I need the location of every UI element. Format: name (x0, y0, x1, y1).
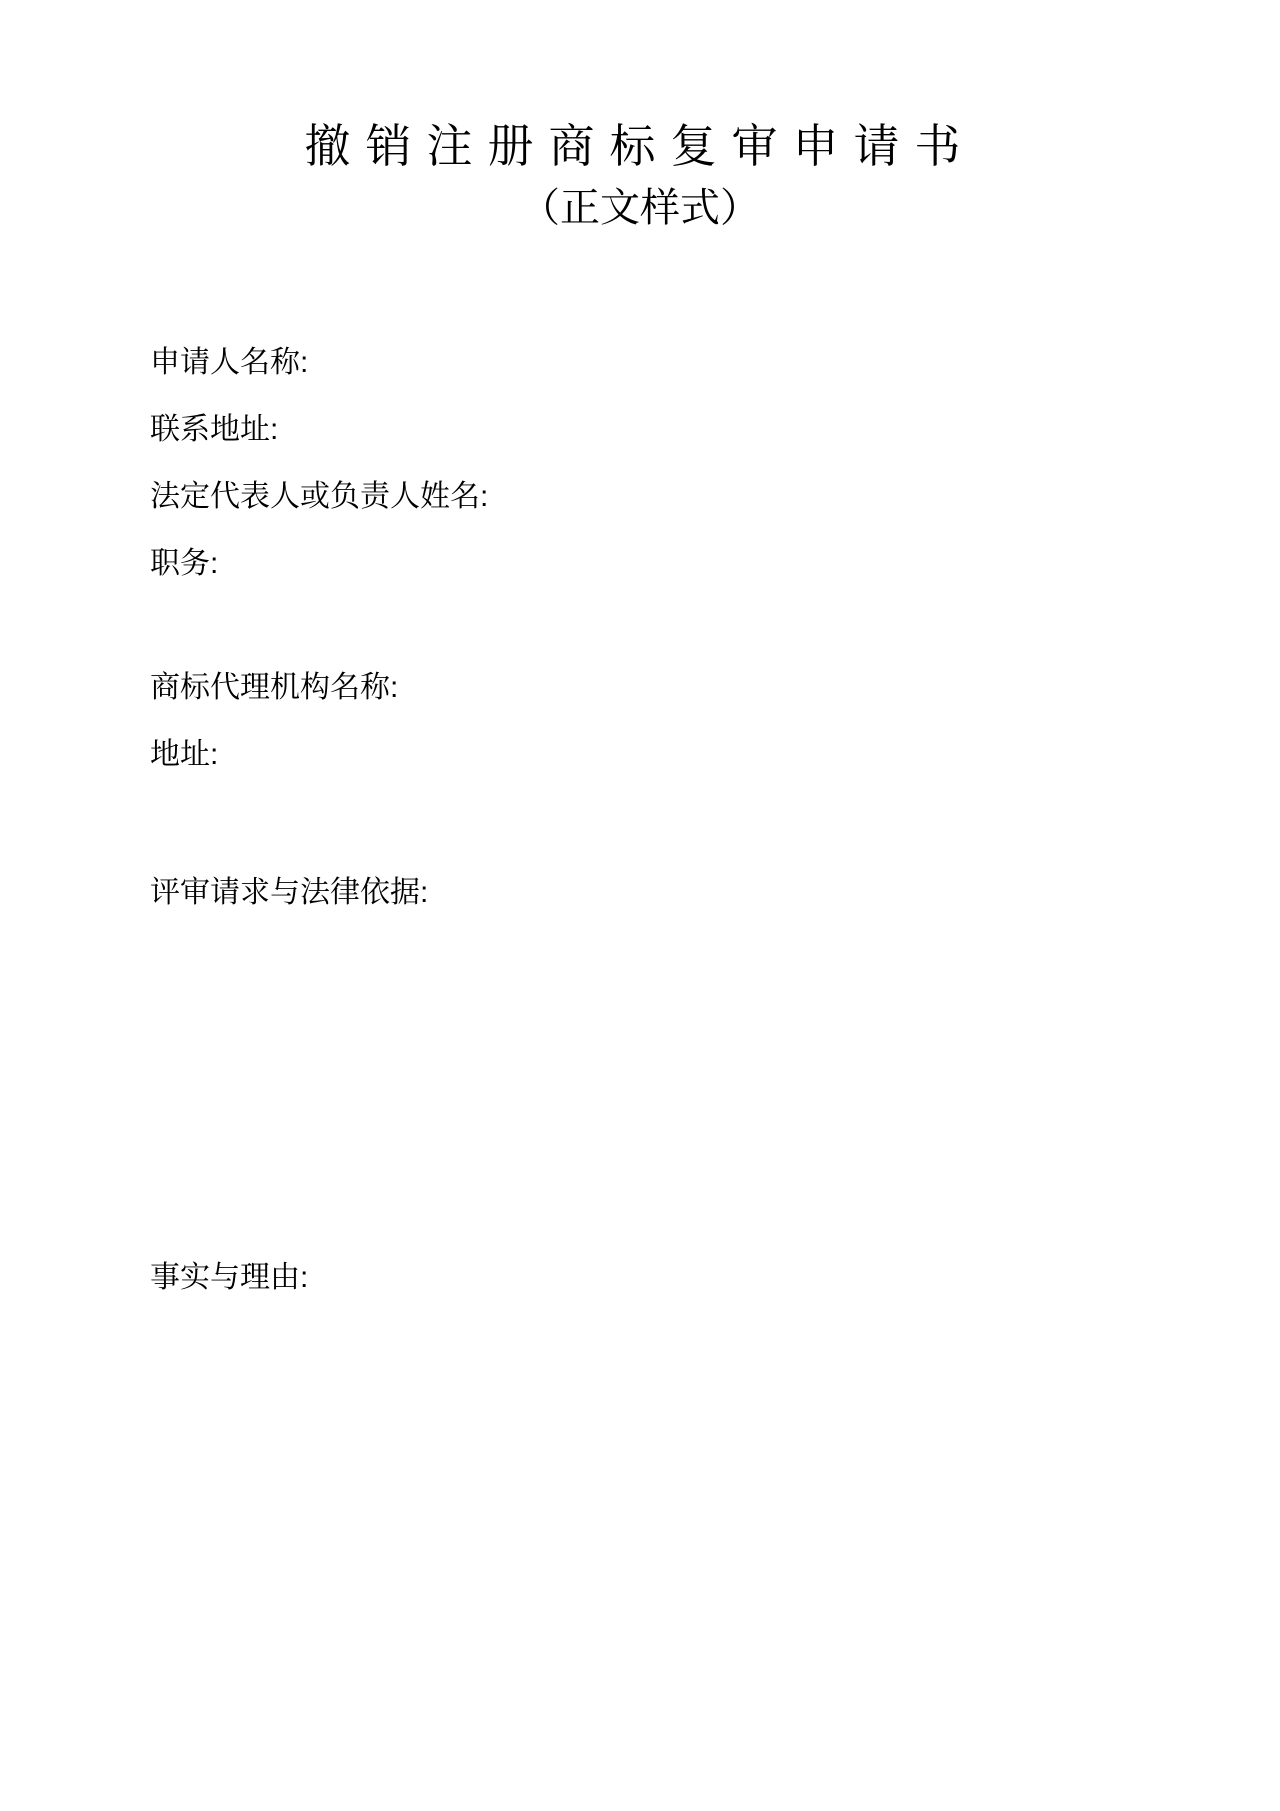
page-subtitle: （正文样式） (520, 185, 760, 230)
page-title: 撤销注册商标复审申请书 (304, 121, 976, 172)
review-request-section (150, 859, 1150, 926)
applicant-name-label: 申请人名称: (150, 346, 309, 379)
review-request-label: 评审请求与法律依据: (150, 876, 429, 909)
applicant-section (150, 329, 1150, 597)
legal-representative-label: 法定代表人或负责人姓名: (150, 480, 489, 513)
facts-reasons-section (150, 1244, 1150, 1311)
agency-address-label: 地址: (150, 738, 219, 771)
contact-address-label: 联系地址: (150, 413, 279, 446)
agency-section (150, 654, 1150, 788)
agency-name-label: 商标代理机构名称: (150, 671, 399, 704)
position-label: 职务: (150, 547, 219, 580)
facts-reasons-label: 事实与理由: (150, 1261, 309, 1294)
